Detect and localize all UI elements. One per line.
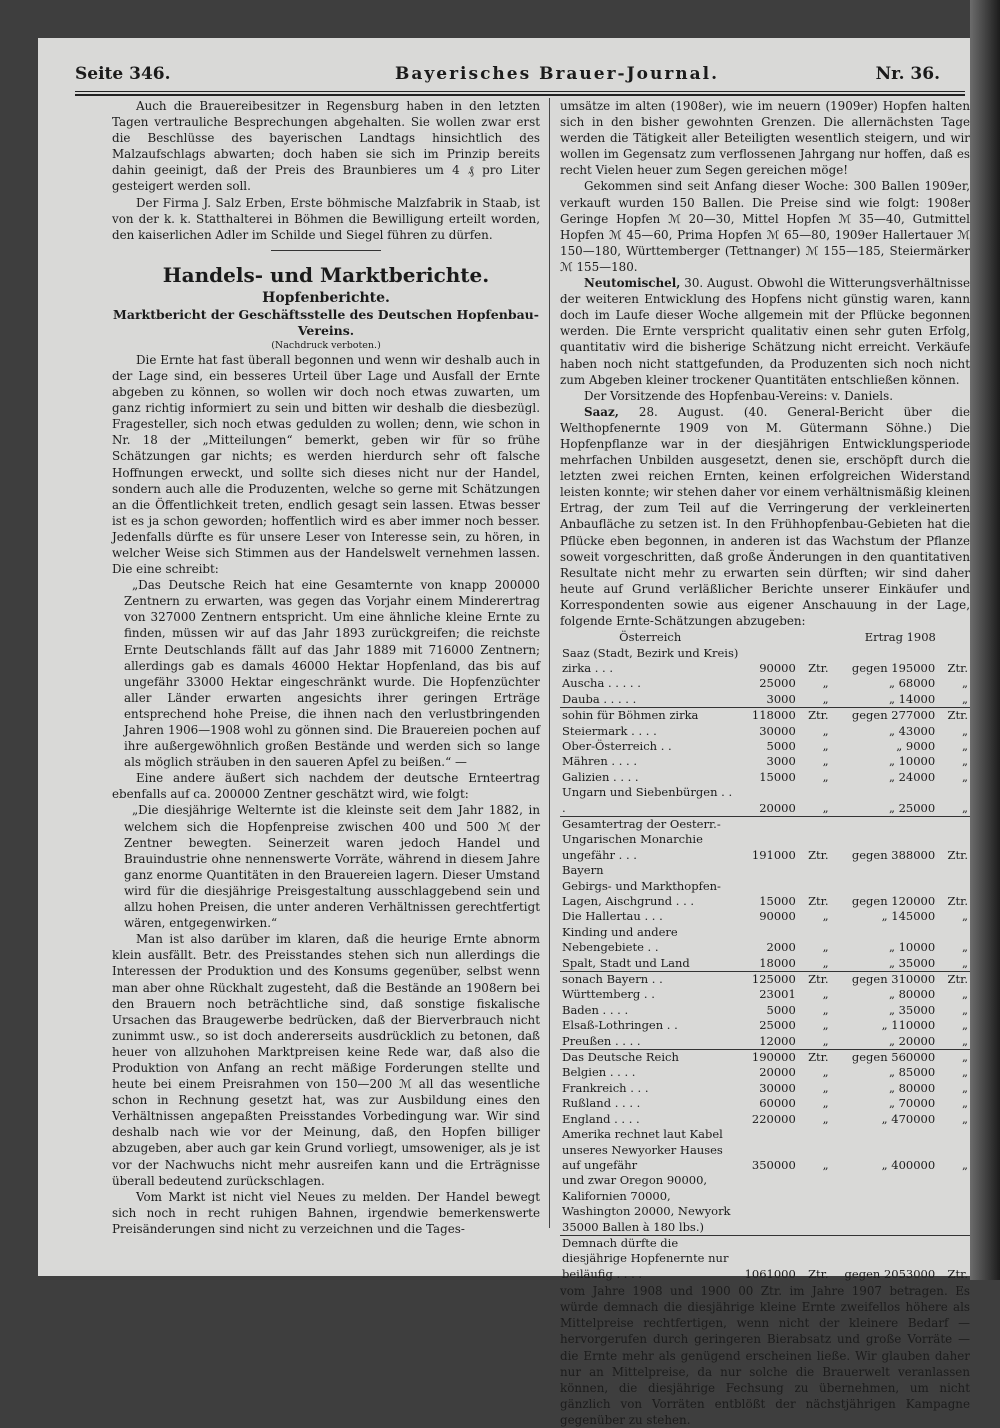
table-row — [560, 739, 970, 754]
table-cell: Spalt, Stadt und Land — [562, 955, 690, 970]
table-cell: Baden . . . . — [562, 1002, 629, 1017]
table-cell: 23001 — [759, 987, 796, 1002]
separator — [271, 250, 381, 251]
table-cell: „ — [822, 955, 829, 970]
table-row — [560, 754, 970, 769]
table-cell: „ 400000 — [881, 1157, 936, 1172]
table-cell: sonach Bayern . . — [560, 972, 740, 988]
table-cell: 20000 — [759, 1065, 796, 1080]
table-cell — [831, 1173, 938, 1235]
table-cell: Ztr. — [798, 816, 831, 863]
table-cell — [831, 863, 938, 878]
table-cell: „ — [822, 1002, 829, 1017]
paragraph: Man ist also darüber im klaren, daß die heurige Ernte abnorm klein ausfällt. Betr. des Preisstandes stehen sich nun allerdings die Interessen der Produktion und des Konsums gegenüber, selbst wenn man aber ohne Rückhalt zugesteht, daß die Bestände an 1908ern bei den Brauern noch beträchtliche sind, daß sonstige fiskalische Ursachen das Braugewerbe bedrücken, daß der Bierverbrauch nicht zunimmt usw., so ist doch andererseits ausdrücklich zu betonen, daß heuer von allzuhohen Marktpreisen keine Rede war, daß also die Produktion von Anfang an recht mäßige Forderungen stellte und heute bei einem Preisrahmen von 150—200 ℳ all das wesentliche schon in Rechnung gesetzt hat, was zur Ausbildung eines den Verhältnissen angepaßten Preisstandes Vorbedingung war. Wir sind deshalb nach wie vor der Meinung, daß, den Hopfen billiger abzugeben, aber auch gar kein Grund vorliegt, umsoweniger, als je ist vor der Nachwuchs nicht mehr ausreifen kann und die Erträgnisse überall bedeutend zurückschlagen. — [112, 932, 540, 1188]
subsection-heading: Hopfenberichte. — [262, 289, 390, 306]
table-row — [560, 785, 970, 816]
table-cell: Galizien . . . . — [562, 769, 639, 784]
table-cell: „ — [962, 754, 968, 769]
table-cell: 25000 — [759, 676, 796, 691]
table-cell: „ — [962, 1111, 968, 1126]
table-row — [560, 1127, 970, 1173]
table-row — [560, 879, 970, 910]
quotation: „Das Deutsche Reich hat eine Gesamternte von knapp 200000 Zentnern zu erwarten, was gegen das Vorjahr einem Minderertrag von 327000 Zentnern entspricht. Um eine ähnliche kleine Ernte zu finden, müssen wir auf das Jahr 1893 zurückgreifen; die reichste Ernte Deutschlands fällt auf das Jahr 1889 mit 716000 Zentnern; allerdings gab es damals 46000 Hektar Hopfenland, das bis auf ungefähr 33000 Hektar eingeschränkt wurde. Die Hopfenzüchter aller Länder erwarten angesichts ihrer geringen Erträge entsprechend hohe Preise, die ihnen nach den verlustbringenden Jahren 1906—1908 wohl zu gönnen sind. Die Brauereien pochen auf ihre außergewöhnlich großen Bestände und werden sich so lange als möglich sträuben in den saueren Apfel zu beißen.“ — — [124, 578, 540, 770]
table-cell: 5000 — [766, 738, 796, 753]
table-row — [560, 770, 970, 785]
column-divider — [549, 98, 550, 1228]
paragraph: Der Vorsitzende des Hopfenbau-Vereins: v. Daniels. — [584, 388, 893, 403]
table-cell: 30000 — [759, 1080, 796, 1095]
paragraph: Vom Markt ist nicht viel Neues zu melden. Der Handel bewegt sich noch in recht ruhigen Bahnen, irgendwie bemerkenswerte Preisänderungen sind nicht zu verzeichnen und die Tages- — [112, 1189, 540, 1236]
table-cell: „ 20000 — [888, 1033, 936, 1048]
table-cell: „ — [822, 676, 829, 691]
table-row — [560, 708, 970, 724]
table-cell: Demnach dürfte die diesjährige Hopfenernte nur beiläufig . . . . — [560, 1235, 740, 1282]
table-cell: „ — [962, 1096, 968, 1111]
place-name: Neutomischel, — [584, 276, 681, 291]
table-row — [560, 1003, 970, 1018]
table-cell: Württemberg . . — [562, 987, 655, 1002]
table-cell: „ — [822, 723, 829, 738]
table-cell: „ 80000 — [888, 987, 936, 1002]
table-cell: 90000 — [759, 660, 796, 675]
book-spine — [970, 0, 1000, 1280]
table-cell: „ — [962, 1157, 968, 1172]
table-cell: 60000 — [759, 1096, 796, 1111]
table-cell: „ 110000 — [881, 1018, 936, 1033]
table-row — [560, 1112, 970, 1127]
table-cell: 3000 — [766, 754, 796, 769]
table-cell: 1061000 — [740, 1235, 797, 1282]
table-cell — [937, 1173, 970, 1235]
left-column — [112, 98, 540, 1236]
table-cell: „ — [962, 738, 968, 753]
table-row — [560, 816, 970, 863]
table-cell: „ — [822, 738, 829, 753]
quotation: „Die diesjährige Welternte ist die kleinste seit dem Jahr 1882, in welchem sich die Hopfenpreise zwischen 400 und 500 ℳ der Zentner bewegten. Seinerzeit waren jedoch Handel und Brauindustrie ohne nennenswerte Vorräte, während in diesem Jahre ganz enorme Quantitäten in den Brauereien lagern. Dieser Umstand wird für die diesjährige Preisgestaltung ausschlaggebend sein und allzu hohen Preisen, die unter anderen Verhältnissen gerechtfertigt wären, entgegenwirken.“ — [124, 803, 540, 931]
table-cell: „ — [822, 1080, 829, 1095]
table-row — [560, 1018, 970, 1033]
table-cell: „ — [822, 1096, 829, 1111]
table-cell: Die Hallertau . . . — [562, 909, 663, 924]
table-cell: „ 14000 — [888, 691, 936, 706]
right-column — [560, 98, 971, 1427]
table-cell: 12000 — [759, 1033, 796, 1048]
table-cell: Elsaß-Lothringen . . — [562, 1018, 678, 1033]
table-cell: „ 35000 — [888, 955, 936, 970]
table-cell: Ztr. — [808, 894, 829, 908]
table-cell: Gebirgs- und Markthopfen-Lagen, Aischgrund . . . — [562, 878, 721, 908]
table-cell: „ — [962, 940, 968, 955]
table-row — [560, 972, 970, 988]
paragraph: Eine andere äußert sich nachdem der deutsche Ernteertrag ebenfalls auf ca. 200000 Zentner geschätzt wird, wie folgt: — [112, 771, 540, 802]
table-row — [560, 1173, 970, 1235]
table-cell: „ — [962, 800, 968, 815]
table-cell: „ — [962, 1065, 968, 1080]
table-row — [560, 692, 970, 708]
table-cell: Ztr. — [937, 816, 970, 863]
table-row — [560, 1235, 970, 1282]
table-row — [560, 724, 970, 739]
table-cell: „ — [962, 723, 968, 738]
harvest-table — [560, 630, 970, 1282]
section-heading: Handels- und Marktberichte. — [162, 262, 490, 287]
table-cell: England . . . . — [562, 1111, 640, 1126]
table-cell: Ztr. — [808, 660, 829, 675]
running-header — [75, 64, 960, 92]
table-cell: „ — [822, 987, 829, 1002]
table-cell: „ — [822, 940, 829, 955]
table-cell: Das Deutsche Reich — [560, 1050, 740, 1066]
table-cell: 15000 — [759, 769, 796, 784]
table-cell: gegen 195000 — [851, 660, 936, 675]
issue-number: Nr. 36. — [875, 64, 940, 84]
table-header: Österreich — [619, 630, 682, 645]
table-cell: Ztr. — [798, 1235, 831, 1282]
paragraph: Die Ernte hat fast überall begonnen und wenn wir deshalb auch in der Lage sind, ein besseres Urteil über Lage und Ausfall der Ernte abgeben zu können, so wollen wir doch noch etwas zuwarten, um ganz richtig informiert zu sein und bitten wir deshalb die diesbezügl. Fragesteller, sich noch etwas gedulden zu wollen; denn, wie schon in Nr. 18 der „Mitteilungen“ bemerkt, geben wir für so frühe Schätzungen gar nichts; es werden hierdurch sehr oft falsche Hoffnungen erweckt, und sollte sich dieses nicht nur der Handel, sondern auch alle die Produzenten, welche so gerne mit Schätzungen an die Öffentlichkeit treten, endlich gesagt sein lassen. Etwas besser ist es ja schon geworden; hoffentlich wird es aber immer noch besser. Jedenfalls dürfte es für unsere Leser von Interesse sein, zu hören, in welcher Weise sich Stimmen aus der Handelswelt vernehmen lassen. Die eine schreibt: — [112, 352, 540, 577]
table-row — [560, 863, 970, 878]
table-cell: gegen 310000 — [831, 972, 938, 988]
table-cell: „ 470000 — [881, 1111, 936, 1126]
table-cell: Ztr. — [798, 972, 831, 988]
paragraph — [560, 404, 970, 629]
table-cell: „ 9000 — [896, 738, 936, 753]
table-cell: „ 43000 — [888, 723, 936, 738]
table-cell: „ 145000 — [881, 909, 936, 924]
table-cell — [937, 863, 970, 878]
table-cell: 5000 — [766, 1002, 796, 1017]
header-rule — [75, 91, 965, 92]
table-cell: 190000 — [740, 1050, 797, 1066]
table-row — [560, 1096, 970, 1111]
paragraph-text: 28. August. (40. General-Bericht über die Welthopfenernte 1909 von M. Gütermann Söhne.) Die Hopfenpflanze war in der diesjährigen Entwicklungsperiode mehrfachen Unbilden ausgesetzt, denen sie, erschöpft durch die letzten zwei reichen Ernten, keinen erfolgreichen Widerstand leisten konnte; wir stehen daher vor einem verhältnismäßig kleinen Ertrag, der zum Teil auf die Verringerung der verkleinerten Anbaufläche zu setzen ist. In den Frühhopfenbau-Gebieten hat die Pflücke eben begonnen, in anderen ist das Wachstum der Pflanze soweit vorgeschritten, daß große Änderungen in den quantitativen Resultate nicht mehr zu erwarten sein dürften; wir sind daher heute auf Grund verläßlicher Berichte unserer Einkäufer und Korrespondenten sowie aus eigener Anschauung in der Lage, folgende Ernte-Schätzungen abzugeben: — [560, 404, 971, 628]
header-rule-thick — [75, 94, 965, 96]
table-cell: sohin für Böhmen zirka — [560, 708, 740, 724]
paragraph: Der Firma J. Salz Erben, Erste böhmische Malzfabrik in Staab, ist von der k. k. Statthalterei in Böhmen die Bewilligung erteilt worden, den kaiserlichen Adler im Schilde und Siegel führen zu dürfen. — [112, 195, 540, 242]
table-cell: „ 80000 — [888, 1080, 936, 1095]
table-cell: Ztr. — [937, 1235, 970, 1282]
table-cell: „ — [962, 955, 968, 970]
table-cell: „ 10000 — [888, 754, 936, 769]
table-row — [560, 1065, 970, 1080]
table-cell: „ — [962, 987, 968, 1002]
table-cell: Ungarn und Siebenbürgen . . . — [562, 785, 733, 815]
table-cell: 20000 — [759, 800, 796, 815]
table-cell: „ — [822, 754, 829, 769]
table-header: Ertrag 1908 — [864, 630, 936, 645]
table-cell: 25000 — [759, 1018, 796, 1033]
table-cell: „ — [822, 1157, 829, 1172]
table-row — [560, 925, 970, 956]
table-cell: Ztr. — [937, 708, 970, 724]
table-header-row — [560, 630, 970, 645]
table-cell: Rußland . . . . — [562, 1096, 641, 1111]
table-cell: „ — [822, 1033, 829, 1048]
table-cell — [740, 1173, 797, 1235]
table-cell: „ — [822, 1065, 829, 1080]
table-cell: Dauba . . . . . — [562, 691, 637, 706]
table-row — [560, 956, 970, 972]
table-cell: Auscha . . . . . — [562, 676, 641, 691]
table-cell — [740, 863, 797, 878]
table-cell: „ — [822, 1111, 829, 1126]
table-cell: „ — [822, 909, 829, 924]
table-row — [560, 646, 970, 677]
table-cell: „ — [937, 1050, 970, 1066]
table-cell: „ 68000 — [888, 676, 936, 691]
table-cell — [798, 863, 831, 878]
table-cell: „ 70000 — [888, 1096, 936, 1111]
table-cell: „ — [962, 676, 968, 691]
table-cell: „ — [962, 769, 968, 784]
table-cell — [798, 1173, 831, 1235]
table-cell: gegen 388000 — [831, 816, 938, 863]
paragraph: Auch die Brauereibesitzer in Regensburg haben in den letzten Tagen vertrauliche Besprechungen abgehalten. Sie wollen zwar erst die Beschlüsse des bayerischen Landtags hinsichtlich des Malzaufschlags abwarten; doch haben sie sich im Prinzip bereits dahin geeinigt, daß der Preis des Braunbieres um 4 ₰ pro Liter gesteigert werden soll. — [112, 99, 540, 194]
paragraph — [560, 275, 970, 388]
table-cell: „ 25000 — [888, 800, 936, 815]
table-cell: „ — [822, 691, 829, 706]
table-cell: Ober-Österreich . . — [562, 738, 672, 753]
table-cell: „ — [962, 1033, 968, 1048]
table-cell: Frankreich . . . — [562, 1080, 649, 1095]
table-row — [560, 1081, 970, 1096]
table-cell: 191000 — [740, 816, 797, 863]
paragraph: umsätze im alten (1908er), wie im neuern (1909er) Hopfen halten sich in den bisher gewohnten Grenzen. Die allernächsten Tage werden die Tätigkeit aller Beteiligten wesentlich steigern, und wir wollen im Gegensatz zum verflossenen Jahrgang nur hoffen, daß es recht Vielen heuer zum Segen gereichen möge! — [560, 99, 970, 178]
table-cell: gegen 277000 — [831, 708, 938, 724]
table-cell: Saaz (Stadt, Bezirk und Kreis) zirka . . . — [562, 645, 739, 675]
table-cell: Bayern — [562, 863, 604, 878]
table-cell: 220000 — [751, 1111, 796, 1126]
journal-title: Bayerisches Brauer-Journal. — [395, 64, 720, 84]
paragraph: vom Jahre 1908 und 1900 00 Ztr. im Jahre 1907 betragen. Es würde demnach die diesjährige kleine Ernte zweifellos höhere als Mittelpreise rechtfertigen, wenn nicht der kleinere Bedarf — hervorgerufen durch geringeren Bierabsatz und große Vorräte — die Ernte mehr als genügend erscheinen ließe. Wir glauben daher nur an Mittelpreise, da nur solche die Brauerwelt veranlassen können, die diesjährige Fechsung zu übernehmen, um nicht gänzlich von Vorräten entblößt der nächstjährigen Kampagne gegenüber zu stehen. — [560, 1284, 970, 1427]
place-name: Saaz, — [584, 404, 619, 419]
table-cell: Ztr. — [798, 708, 831, 724]
table-cell: „ — [822, 800, 829, 815]
table-cell: „ — [962, 1002, 968, 1017]
table-cell: Preußen . . . . — [562, 1033, 641, 1048]
table-row — [560, 909, 970, 924]
table-row — [560, 1034, 970, 1050]
table-cell: „ 35000 — [888, 1002, 936, 1017]
table-cell: „ — [962, 1018, 968, 1033]
table-cell: 350000 — [751, 1157, 796, 1172]
table-row — [560, 676, 970, 691]
table-cell: Kinding und andere Nebengebiete . . — [562, 924, 678, 955]
table-cell: Gesamtertrag der Oesterr.-Ungarischen Monarchie ungefähr . . . — [560, 816, 740, 863]
paragraph-text: 30. August. Obwohl die Witterungsverhältnisse der weiteren Entwicklung des Hopfens nicht günstig waren, kann doch im Laufe dieser Woche allgemein mit der Pflücke begonnen werden. Die Ernte verspricht qualitativ einen sehr guten Erfolg, quantitativ wird die bisherige Schätzung nicht erreicht. Verkäufe haben noch nicht stattgefunden, da Produzenten sich noch nicht zum Abgeben kleiner trockener Quantitäten entschließen können. — [560, 276, 971, 387]
table-cell: „ — [962, 909, 968, 924]
table-cell: „ 85000 — [888, 1065, 936, 1080]
table-cell: Mähren . . . . — [562, 754, 637, 769]
table-cell: „ 24000 — [888, 769, 936, 784]
table-cell: Steiermark . . . . — [562, 723, 657, 738]
table-cell: Amerika rechnet laut Kabel unseres Newyorker Hauses auf ungefähr — [562, 1127, 723, 1172]
table-cell: gegen 2053000 — [831, 1235, 938, 1282]
table-cell: „ — [822, 1018, 829, 1033]
table-cell: 3000 — [766, 691, 796, 706]
paragraph: Gekommen sind seit Anfang dieser Woche: 300 Ballen 1909er, verkauft wurden 150 Ballen. Die Preise sind wie folgt: 1908er Geringe Hopfen ℳ 20—30, Mittel Hopfen ℳ 35—40, Gutmittel Hopfen ℳ 45—60, Prima Hopfen ℳ 65—80, 1909er Hallertauer ℳ 150—180, Württemberger (Tettnanger) ℳ 155—185, Steiermärker ℳ 155—180. — [560, 179, 970, 274]
page-number: Seite 346. — [75, 64, 171, 84]
table-cell: gegen 120000 — [851, 894, 936, 908]
table-cell: Ztr. — [947, 894, 968, 908]
reprint-note: (Nachdruck verboten.) — [271, 339, 381, 351]
table-cell: 15000 — [759, 894, 796, 908]
table-cell: und zwar Oregon 90000, Kalifornien 70000, Washington 20000, Newyork 35000 Ballen à 180 lbs.) — [562, 1173, 731, 1234]
table-cell: Belgien . . . . — [562, 1065, 636, 1080]
table-cell: Ztr. — [937, 972, 970, 988]
table-row — [560, 987, 970, 1002]
table-cell: 18000 — [759, 955, 796, 970]
table-cell: „ — [962, 691, 968, 706]
table-cell: 30000 — [759, 723, 796, 738]
table-cell: „ — [822, 769, 829, 784]
table-cell: 90000 — [759, 909, 796, 924]
table-cell: Ztr. — [947, 660, 968, 675]
table-cell: gegen 560000 — [831, 1050, 938, 1066]
table-cell: 118000 — [740, 708, 797, 724]
table-cell: 2000 — [766, 940, 796, 955]
table-cell: 125000 — [740, 972, 797, 988]
table-cell: „ — [962, 1080, 968, 1095]
table-cell: „ 10000 — [888, 940, 936, 955]
table-row — [560, 1050, 970, 1066]
report-heading: Marktbericht der Geschäftsstelle des Deutschen Hopfenbau-Vereins. — [113, 306, 539, 338]
table-cell: Ztr. — [798, 1050, 831, 1066]
